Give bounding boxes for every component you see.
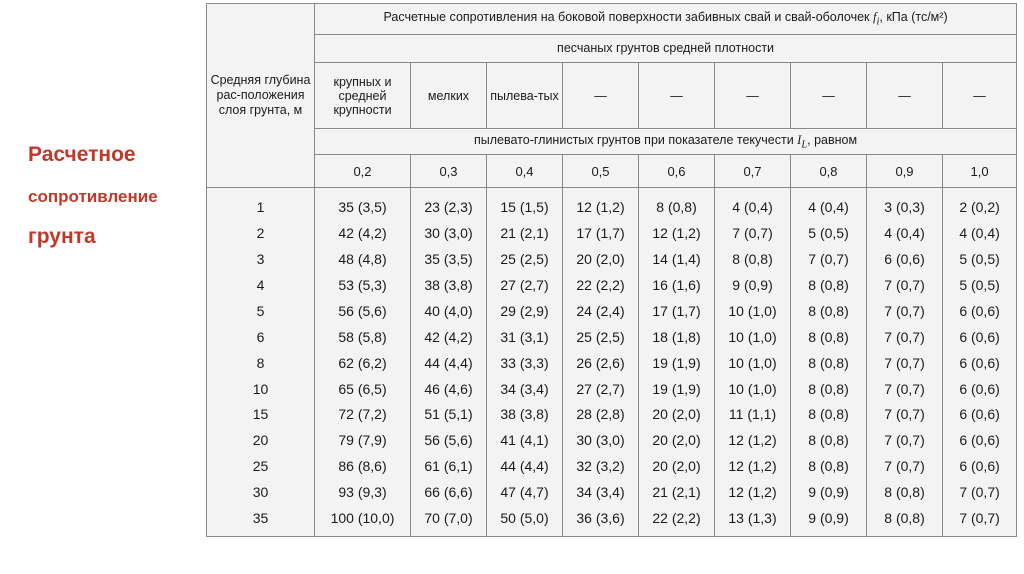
value-cell: 6 (0,6) xyxy=(943,376,1017,402)
il-value-cell: 0,4 xyxy=(487,155,563,188)
value-cell: 12 (1,2) xyxy=(563,188,639,221)
sand-type-cell: мелких xyxy=(411,63,487,128)
sand-header: песчаных грунтов средней плотности xyxy=(315,34,1017,63)
value-cell: 12 (1,2) xyxy=(715,428,791,454)
table-row xyxy=(207,402,1017,428)
value-cell: 40 (4,0) xyxy=(411,298,487,324)
table-title xyxy=(315,4,1017,35)
table-row xyxy=(207,506,1017,537)
value-cell: 20 (2,0) xyxy=(639,402,715,428)
depth-cell: 15 xyxy=(207,402,315,428)
value-cell: 32 (3,2) xyxy=(563,454,639,480)
value-cell: 7 (0,7) xyxy=(867,324,943,350)
sand-type-cell: крупных и средней крупности xyxy=(315,63,411,128)
sand-type-cell: — xyxy=(715,63,791,128)
fi-symbol: f xyxy=(873,10,877,25)
value-cell: 7 (0,7) xyxy=(715,220,791,246)
table-row xyxy=(207,188,1017,221)
value-cell: 6 (0,6) xyxy=(943,324,1017,350)
depth-cell: 2 xyxy=(207,220,315,246)
value-cell: 6 (0,6) xyxy=(943,428,1017,454)
value-cell: 62 (6,2) xyxy=(315,350,411,376)
table-row xyxy=(207,454,1017,480)
value-cell: 34 (3,4) xyxy=(563,480,639,506)
table-row xyxy=(207,480,1017,506)
value-cell: 70 (7,0) xyxy=(411,506,487,537)
sand-type-cell: — xyxy=(639,63,715,128)
value-cell: 19 (1,9) xyxy=(639,376,715,402)
depth-cell: 25 xyxy=(207,454,315,480)
value-cell: 35 (3,5) xyxy=(411,246,487,272)
value-cell: 20 (2,0) xyxy=(563,246,639,272)
depth-cell: 20 xyxy=(207,428,315,454)
value-cell: 30 (3,0) xyxy=(563,428,639,454)
value-cell: 4 (0,4) xyxy=(943,220,1017,246)
table-row xyxy=(207,246,1017,272)
value-cell: 27 (2,7) xyxy=(563,376,639,402)
clay-header-text: пылевато-глинистых грунтов при показателе текучести xyxy=(474,132,798,147)
value-cell: 22 (2,2) xyxy=(639,506,715,537)
table-row xyxy=(207,272,1017,298)
value-cell: 8 (0,8) xyxy=(791,402,867,428)
value-cell: 7 (0,7) xyxy=(867,402,943,428)
value-cell: 7 (0,7) xyxy=(791,246,867,272)
value-cell: 21 (2,1) xyxy=(639,480,715,506)
value-cell: 4 (0,4) xyxy=(715,188,791,221)
depth-cell: 4 xyxy=(207,272,315,298)
value-cell: 42 (4,2) xyxy=(411,324,487,350)
value-cell: 17 (1,7) xyxy=(639,298,715,324)
value-cell: 7 (0,7) xyxy=(867,350,943,376)
value-cell: 9 (0,9) xyxy=(791,506,867,537)
value-cell: 7 (0,7) xyxy=(867,376,943,402)
value-cell: 14 (1,4) xyxy=(639,246,715,272)
il-value-cell: 1,0 xyxy=(943,155,1017,188)
table-title-text: Расчетные сопротивления на боковой поверхности забивных свай и свай-оболочек xyxy=(383,10,873,25)
value-cell: 79 (7,9) xyxy=(315,428,411,454)
il-value-cell: 0,6 xyxy=(639,155,715,188)
value-cell: 26 (2,6) xyxy=(563,350,639,376)
depth-cell: 6 xyxy=(207,324,315,350)
value-cell: 8 (0,8) xyxy=(791,350,867,376)
value-cell: 8 (0,8) xyxy=(639,188,715,221)
value-cell: 38 (3,8) xyxy=(487,402,563,428)
il-value-cell: 0,5 xyxy=(563,155,639,188)
sand-type-cell: — xyxy=(563,63,639,128)
sand-type-cell: — xyxy=(867,63,943,128)
value-cell: 30 (3,0) xyxy=(411,220,487,246)
value-cell: 4 (0,4) xyxy=(791,188,867,221)
table-title-units: , кПа (тс/м²) xyxy=(879,10,948,25)
value-cell: 7 (0,7) xyxy=(943,480,1017,506)
sand-types-row xyxy=(207,63,1017,128)
value-cell: 36 (3,6) xyxy=(563,506,639,537)
value-cell: 100 (10,0) xyxy=(315,506,411,537)
value-cell: 2 (0,2) xyxy=(943,188,1017,221)
value-cell: 22 (2,2) xyxy=(563,272,639,298)
value-cell: 20 (2,0) xyxy=(639,428,715,454)
resistance-table xyxy=(206,3,1017,537)
value-cell: 8 (0,8) xyxy=(791,298,867,324)
value-cell: 24 (2,4) xyxy=(563,298,639,324)
depth-cell: 5 xyxy=(207,298,315,324)
value-cell: 56 (5,6) xyxy=(315,298,411,324)
side-title-line2: сопротивление xyxy=(28,187,158,206)
value-cell: 5 (0,5) xyxy=(943,272,1017,298)
value-cell: 10 (1,0) xyxy=(715,298,791,324)
value-cell: 58 (5,8) xyxy=(315,324,411,350)
value-cell: 72 (7,2) xyxy=(315,402,411,428)
value-cell: 42 (4,2) xyxy=(315,220,411,246)
value-cell: 3 (0,3) xyxy=(867,188,943,221)
value-cell: 8 (0,8) xyxy=(791,324,867,350)
value-cell: 51 (5,1) xyxy=(411,402,487,428)
sand-type-cell: — xyxy=(791,63,867,128)
depth-cell: 10 xyxy=(207,376,315,402)
value-cell: 93 (9,3) xyxy=(315,480,411,506)
value-cell: 7 (0,7) xyxy=(943,506,1017,537)
value-cell: 13 (1,3) xyxy=(715,506,791,537)
value-cell: 12 (1,2) xyxy=(715,454,791,480)
il-subscript: L xyxy=(801,139,808,151)
depth-cell: 1 xyxy=(207,188,315,221)
value-cell: 5 (0,5) xyxy=(791,220,867,246)
value-cell: 6 (0,6) xyxy=(867,246,943,272)
value-cell: 33 (3,3) xyxy=(487,350,563,376)
value-cell: 4 (0,4) xyxy=(867,220,943,246)
value-cell: 8 (0,8) xyxy=(867,480,943,506)
value-cell: 65 (6,5) xyxy=(315,376,411,402)
value-cell: 53 (5,3) xyxy=(315,272,411,298)
sand-type-cell: пылева-тых xyxy=(487,63,563,128)
value-cell: 12 (1,2) xyxy=(715,480,791,506)
value-cell: 21 (2,1) xyxy=(487,220,563,246)
value-cell: 8 (0,8) xyxy=(867,506,943,537)
value-cell: 5 (0,5) xyxy=(943,246,1017,272)
value-cell: 31 (3,1) xyxy=(487,324,563,350)
value-cell: 34 (3,4) xyxy=(487,376,563,402)
value-cell: 6 (0,6) xyxy=(943,454,1017,480)
table-row xyxy=(207,350,1017,376)
value-cell: 41 (4,1) xyxy=(487,428,563,454)
value-cell: 6 (0,6) xyxy=(943,350,1017,376)
il-value-cell: 0,2 xyxy=(315,155,411,188)
value-cell: 8 (0,8) xyxy=(715,246,791,272)
value-cell: 8 (0,8) xyxy=(791,454,867,480)
value-cell: 16 (1,6) xyxy=(639,272,715,298)
table-row xyxy=(207,324,1017,350)
table-body xyxy=(207,188,1017,537)
value-cell: 17 (1,7) xyxy=(563,220,639,246)
value-cell: 56 (5,6) xyxy=(411,428,487,454)
value-cell: 7 (0,7) xyxy=(867,298,943,324)
value-cell: 50 (5,0) xyxy=(487,506,563,537)
value-cell: 10 (1,0) xyxy=(715,350,791,376)
value-cell: 9 (0,9) xyxy=(791,480,867,506)
side-title xyxy=(28,138,208,254)
value-cell: 27 (2,7) xyxy=(487,272,563,298)
value-cell: 10 (1,0) xyxy=(715,376,791,402)
value-cell: 7 (0,7) xyxy=(867,454,943,480)
depth-cell: 30 xyxy=(207,480,315,506)
table-row xyxy=(207,298,1017,324)
il-value-cell: 0,7 xyxy=(715,155,791,188)
depth-cell: 8 xyxy=(207,350,315,376)
value-cell: 48 (4,8) xyxy=(315,246,411,272)
depth-header: Средняя глубина рас-положения слоя грунта, м xyxy=(207,4,315,188)
value-cell: 7 (0,7) xyxy=(867,272,943,298)
il-value-cell: 0,9 xyxy=(867,155,943,188)
clay-header xyxy=(315,128,1017,155)
depth-cell: 3 xyxy=(207,246,315,272)
table-row xyxy=(207,428,1017,454)
clay-header-end: , равном xyxy=(807,132,858,147)
side-title-line1: Расчетное xyxy=(28,143,136,166)
value-cell: 66 (6,6) xyxy=(411,480,487,506)
value-cell: 7 (0,7) xyxy=(867,428,943,454)
value-cell: 44 (4,4) xyxy=(487,454,563,480)
value-cell: 25 (2,5) xyxy=(487,246,563,272)
table-row xyxy=(207,376,1017,402)
value-cell: 8 (0,8) xyxy=(791,428,867,454)
value-cell: 9 (0,9) xyxy=(715,272,791,298)
value-cell: 11 (1,1) xyxy=(715,402,791,428)
value-cell: 20 (2,0) xyxy=(639,454,715,480)
value-cell: 25 (2,5) xyxy=(563,324,639,350)
value-cell: 15 (1,5) xyxy=(487,188,563,221)
value-cell: 6 (0,6) xyxy=(943,402,1017,428)
table-row xyxy=(207,220,1017,246)
value-cell: 38 (3,8) xyxy=(411,272,487,298)
value-cell: 86 (8,6) xyxy=(315,454,411,480)
il-value-cell: 0,3 xyxy=(411,155,487,188)
depth-cell: 35 xyxy=(207,506,315,537)
value-cell: 23 (2,3) xyxy=(411,188,487,221)
value-cell: 61 (6,1) xyxy=(411,454,487,480)
value-cell: 47 (4,7) xyxy=(487,480,563,506)
value-cell: 8 (0,8) xyxy=(791,272,867,298)
value-cell: 8 (0,8) xyxy=(791,376,867,402)
value-cell: 28 (2,8) xyxy=(563,402,639,428)
value-cell: 44 (4,4) xyxy=(411,350,487,376)
side-title-line3: грунта xyxy=(28,225,96,248)
resistance-table-container xyxy=(206,3,1016,537)
value-cell: 6 (0,6) xyxy=(943,298,1017,324)
value-cell: 19 (1,9) xyxy=(639,350,715,376)
fi-subscript: i xyxy=(876,16,880,28)
value-cell: 12 (1,2) xyxy=(639,220,715,246)
value-cell: 10 (1,0) xyxy=(715,324,791,350)
il-values-row xyxy=(207,155,1017,188)
il-value-cell: 0,8 xyxy=(791,155,867,188)
value-cell: 46 (4,6) xyxy=(411,376,487,402)
value-cell: 35 (3,5) xyxy=(315,188,411,221)
il-symbol: I xyxy=(797,132,802,147)
sand-type-cell: — xyxy=(943,63,1017,128)
value-cell: 18 (1,8) xyxy=(639,324,715,350)
value-cell: 29 (2,9) xyxy=(487,298,563,324)
